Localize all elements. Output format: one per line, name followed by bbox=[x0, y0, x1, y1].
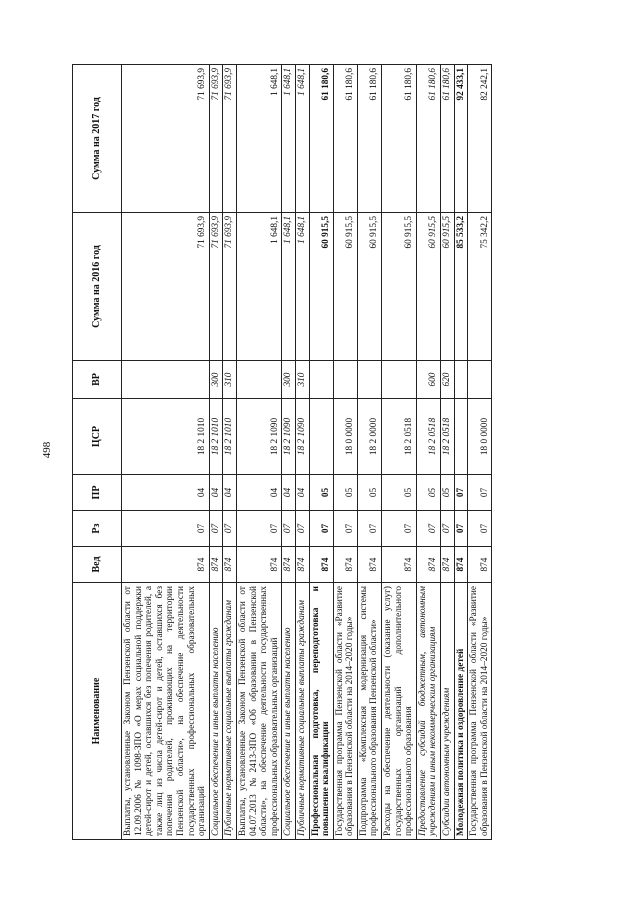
cell-rz: 07 bbox=[467, 510, 491, 546]
cell-csr bbox=[454, 398, 468, 474]
cell-name: Расходы на обеспечение деятельности (оказание услуг) государственных организаций дополнительного профессионального образования bbox=[381, 582, 416, 839]
cell-csr: 18 2 0000 bbox=[357, 398, 381, 474]
cell-name: Государственная программа Пензенской области «Развитие образования в Пензенской области на 2014–2020 годы» bbox=[333, 582, 357, 839]
cell-sum-2016: 75 342,2 bbox=[467, 212, 491, 360]
cell-name: Молодежная политика и оздоровление детей bbox=[454, 582, 468, 839]
cell-rz: 07 bbox=[454, 510, 468, 546]
cell-csr: 18 2 1090 bbox=[236, 398, 281, 474]
cell-pr: 05 bbox=[440, 474, 454, 510]
cell-ved: 874 bbox=[416, 546, 440, 582]
cell-sum-2017: 82 242,1 bbox=[467, 64, 491, 212]
header-rz: Рз bbox=[72, 510, 121, 546]
cell-ved: 874 bbox=[209, 546, 223, 582]
header-csr: ЦСР bbox=[72, 398, 121, 474]
cell-sum-2016: 60 915,5 bbox=[440, 212, 454, 360]
cell-ved: 874 bbox=[333, 546, 357, 582]
cell-csr: 18 0 0000 bbox=[467, 398, 491, 474]
table-row bbox=[381, 64, 416, 839]
cell-name: Публичные нормативные социальные выплаты гражданам bbox=[295, 582, 309, 839]
cell-ved: 874 bbox=[236, 546, 281, 582]
cell-vr bbox=[357, 360, 381, 398]
cell-sum-2016: 60 915,5 bbox=[357, 212, 381, 360]
cell-sum-2017: 92 433,1 bbox=[454, 64, 468, 212]
cell-sum-2016: 1 648,1 bbox=[295, 212, 309, 360]
cell-ved: 874 bbox=[381, 546, 416, 582]
table-row bbox=[236, 64, 281, 839]
table-row bbox=[454, 64, 468, 839]
table-row bbox=[333, 64, 357, 839]
cell-vr bbox=[381, 360, 416, 398]
header-sum-2017: Сумма на 2017 год bbox=[72, 64, 121, 212]
cell-pr: 07 bbox=[454, 474, 468, 510]
cell-sum-2017: 71 693,9 bbox=[121, 64, 209, 212]
header-pr: ПР bbox=[72, 474, 121, 510]
table-row bbox=[357, 64, 381, 839]
cell-sum-2017: 61 180,6 bbox=[309, 64, 333, 212]
cell-vr: 620 bbox=[440, 360, 454, 398]
cell-sum-2016: 85 533,2 bbox=[454, 212, 468, 360]
cell-sum-2017: 61 180,6 bbox=[333, 64, 357, 212]
cell-csr: 18 2 0518 bbox=[381, 398, 416, 474]
header-vr: ВР bbox=[72, 360, 121, 398]
cell-sum-2016: 60 915,5 bbox=[381, 212, 416, 360]
cell-sum-2016: 71 693,9 bbox=[222, 212, 236, 360]
cell-vr bbox=[309, 360, 333, 398]
rotated-table-container bbox=[72, 65, 569, 840]
cell-ved: 874 bbox=[357, 546, 381, 582]
cell-ved: 874 bbox=[222, 546, 236, 582]
cell-sum-2017: 1 648,1 bbox=[295, 64, 309, 212]
cell-vr: 310 bbox=[295, 360, 309, 398]
cell-vr: 300 bbox=[209, 360, 223, 398]
cell-sum-2017: 61 180,6 bbox=[357, 64, 381, 212]
cell-rz: 07 bbox=[295, 510, 309, 546]
table-row bbox=[309, 64, 333, 839]
table-header-row bbox=[72, 64, 121, 839]
cell-csr: 18 2 0518 bbox=[416, 398, 440, 474]
table-row bbox=[295, 64, 309, 839]
cell-name: Выплаты, установленные Законом Пензенской области от 04.07.2013 №2413-ЗПО «Об образовании в Пензенской области», на обеспечение деятельности государственных профессиональных образовательных организаций bbox=[236, 582, 281, 839]
cell-sum-2016: 60 915,5 bbox=[309, 212, 333, 360]
cell-sum-2017: 61 180,6 bbox=[440, 64, 454, 212]
table-row bbox=[121, 64, 209, 839]
cell-rz: 07 bbox=[209, 510, 223, 546]
page-number: 498 bbox=[41, 441, 53, 459]
cell-pr: 04 bbox=[121, 474, 209, 510]
cell-pr: 04 bbox=[209, 474, 223, 510]
cell-ved: 874 bbox=[467, 546, 491, 582]
budget-table bbox=[72, 64, 492, 840]
header-name: Наименование bbox=[72, 582, 121, 839]
cell-rz: 07 bbox=[381, 510, 416, 546]
header-sum-2016: Сумма на 2016 год bbox=[72, 212, 121, 360]
cell-vr bbox=[121, 360, 209, 398]
cell-csr: 18 2 1010 bbox=[121, 398, 209, 474]
cell-pr: 04 bbox=[295, 474, 309, 510]
cell-pr: 05 bbox=[357, 474, 381, 510]
cell-vr bbox=[467, 360, 491, 398]
cell-sum-2016: 1 648,1 bbox=[281, 212, 295, 360]
cell-rz: 07 bbox=[333, 510, 357, 546]
cell-vr: 310 bbox=[222, 360, 236, 398]
cell-rz: 07 bbox=[416, 510, 440, 546]
cell-vr bbox=[333, 360, 357, 398]
cell-ved: 874 bbox=[281, 546, 295, 582]
table-row bbox=[440, 64, 454, 839]
cell-sum-2016: 60 915,5 bbox=[333, 212, 357, 360]
cell-sum-2017: 1 648,1 bbox=[281, 64, 295, 212]
cell-sum-2017: 1 648,1 bbox=[236, 64, 281, 212]
cell-sum-2016: 71 693,9 bbox=[121, 212, 209, 360]
cell-sum-2016: 60 915,5 bbox=[416, 212, 440, 360]
cell-rz: 07 bbox=[236, 510, 281, 546]
cell-name: Социальное обеспечение и иные выплаты населению bbox=[281, 582, 295, 839]
cell-csr: 18 2 1010 bbox=[209, 398, 223, 474]
cell-name: Социальное обеспечение и иные выплаты населению bbox=[209, 582, 223, 839]
cell-vr bbox=[454, 360, 468, 398]
cell-rz: 07 bbox=[440, 510, 454, 546]
cell-pr: 04 bbox=[222, 474, 236, 510]
cell-ved: 874 bbox=[295, 546, 309, 582]
cell-sum-2017: 61 180,6 bbox=[416, 64, 440, 212]
cell-name: Публичные нормативные социальные выплаты гражданам bbox=[222, 582, 236, 839]
cell-ved: 874 bbox=[309, 546, 333, 582]
cell-ved: 874 bbox=[121, 546, 209, 582]
cell-vr: 600 bbox=[416, 360, 440, 398]
table-row bbox=[222, 64, 236, 839]
cell-pr: 05 bbox=[309, 474, 333, 510]
cell-pr: 05 bbox=[333, 474, 357, 510]
header-ved: Вед bbox=[72, 546, 121, 582]
cell-csr: 18 2 1010 bbox=[222, 398, 236, 474]
cell-sum-2016: 71 693,9 bbox=[209, 212, 223, 360]
cell-csr bbox=[309, 398, 333, 474]
cell-ved: 874 bbox=[440, 546, 454, 582]
cell-vr bbox=[236, 360, 281, 398]
cell-rz: 07 bbox=[222, 510, 236, 546]
cell-name: Подпрограмма «Комплексная модернизация системы профессионального образования Пензенской области» bbox=[357, 582, 381, 839]
cell-rz: 07 bbox=[121, 510, 209, 546]
table-row bbox=[416, 64, 440, 839]
cell-sum-2017: 71 693,9 bbox=[222, 64, 236, 212]
cell-name: Государственная программа Пензенской области «Развитие образования в Пензенской области на 2014–2020 годы» bbox=[467, 582, 491, 839]
cell-ved: 874 bbox=[454, 546, 468, 582]
cell-rz: 07 bbox=[357, 510, 381, 546]
cell-pr: 07 bbox=[467, 474, 491, 510]
cell-csr: 18 0 0000 bbox=[333, 398, 357, 474]
table-row bbox=[281, 64, 295, 839]
table-row bbox=[209, 64, 223, 839]
cell-csr: 18 2 1090 bbox=[281, 398, 295, 474]
cell-name: Выплаты, установленные Законом Пензенской области от 12.09.2006 № 1098-ЗПО «О мерах социальной поддержки детей-сирот и детей, оставшихся без попечения родителей, а также лиц из числа детей-сирот и детей, оставшихся без попечения родителей, проживающих на территории Пензенской области», на обеспечение деятельности государственных профессиональных образовательных организаций bbox=[121, 582, 209, 839]
cell-csr: 18 2 1090 bbox=[295, 398, 309, 474]
cell-sum-2017: 61 180,6 bbox=[381, 64, 416, 212]
cell-rz: 07 bbox=[309, 510, 333, 546]
cell-csr: 18 2 0518 bbox=[440, 398, 454, 474]
cell-name: Предоставление субсидий бюджетным, автономным учреждениям и иным некоммерческим организациям bbox=[416, 582, 440, 839]
cell-sum-2017: 71 693,9 bbox=[209, 64, 223, 212]
cell-pr: 04 bbox=[281, 474, 295, 510]
cell-pr: 05 bbox=[381, 474, 416, 510]
cell-name: Субсидии автономным учреждениям bbox=[440, 582, 454, 839]
table-row bbox=[467, 64, 491, 839]
cell-rz: 07 bbox=[281, 510, 295, 546]
cell-pr: 05 bbox=[416, 474, 440, 510]
cell-pr: 04 bbox=[236, 474, 281, 510]
cell-name: Профессиональная подготовка, переподготовка и повышение квалификации bbox=[309, 582, 333, 839]
cell-sum-2016: 1 648,1 bbox=[236, 212, 281, 360]
cell-vr: 300 bbox=[281, 360, 295, 398]
